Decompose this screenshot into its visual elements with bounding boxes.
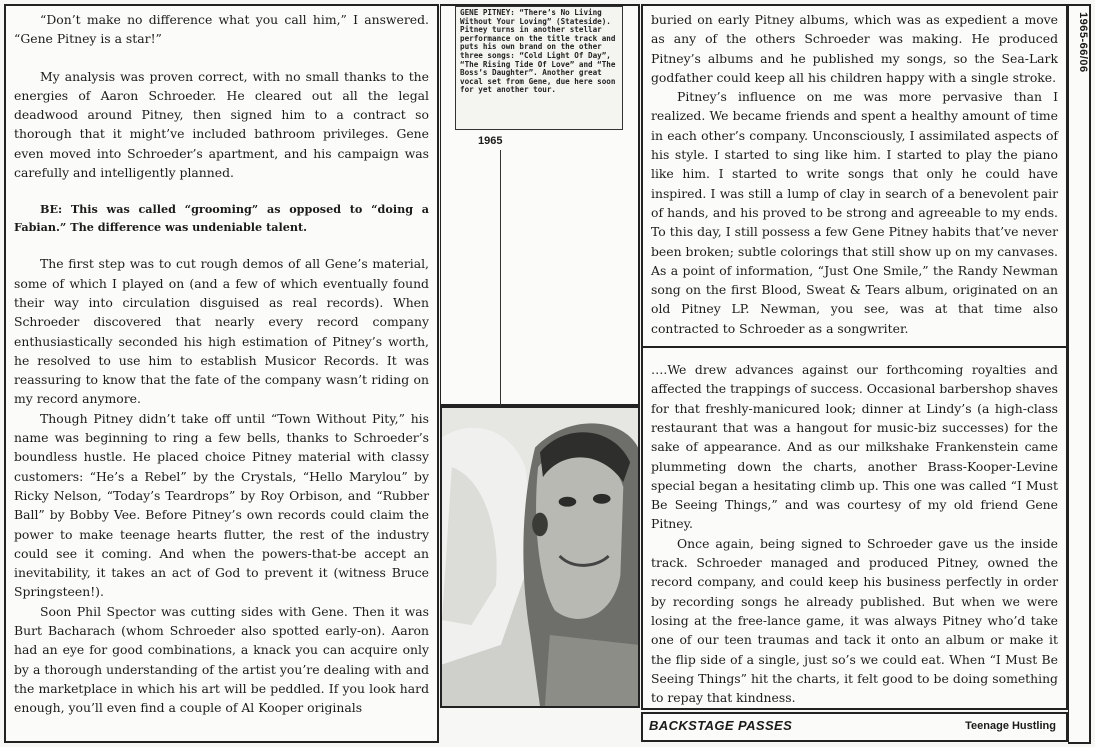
right-paragraph-2: Pitney’s influence on me was more pervasive than I realized. We became friends and spent a healthy amount of time in each other’s company. Unconsciously, I assimilated aspects of his style. I started to sing like him. I started to play the piano like him. I started to write songs that only he could have inspired. I was still a lump of clay in search of a benevolent pair of hands, and his proved to be strong and agreeable to my ends. To this day, I still possess a few Gene Pitney habits that’ve never been broken; subtle colorings that still show up on my canvases. As a point of information, “Just One Smile,” the Randy Newman song on the first Blood, Sweat & Tears album, originated on an old Pitney LP. Newman, you see, was at that time also contracted to Schroeder as a songwriter. <box>651 89 1058 336</box>
clipping-text: GENE PITNEY: “There’s No Living Without Your Loving” (Stateside). Pitney turns in another stellar performance on the title track and puts his own brand on the other three songs: “Cold Light Of Day”, “The Rising Tide Of Love” and “The Boss’s Daughter”. Another great vocal set from Gene, due here soon for yet another tour. <box>460 8 616 95</box>
pitney-photo <box>440 406 640 708</box>
left-paragraph-3: The first step was to cut rough demos of all Gene’s material, some of which I played on (and a few of which eventually found their way into circulation disguised as real records). When Schroeder discovered that nearly every record company enthusiastically seconded his high estimation of Pitney’s worth, he resolved to use him to establish Musicor Records. It was reassuring to know that the fate of the company wasn’t riding on my record anymore. <box>14 256 429 407</box>
left-paragraph-5: Soon Phil Spector was cutting sides with Gene. Then it was Burt Bacharach (whom Schroeder also spotted early-on). Aaron had an eye for good combinations, a knack you can acquire only by a thorough understanding of the artist you’re dealing with and the marketplace in which his art will be peddled. If you look hard enough, you’ll even find a couple of Al Kooper originals <box>14 603 429 716</box>
left-paragraph-2: My analysis was proven correct, with no small thanks to the energies of Aaron Schroeder. He cleared out all the legal deadwood around Pitney, then signed him to a contract so thorough that it might’ve included bathroom privileges. Gene even moved into Schroeder’s apartment, and his campaign was carefully and intelligently planned. <box>14 68 429 181</box>
left-column <box>4 4 439 743</box>
left-paragraph-1: “Don’t make no difference what you call him,” I answered. “Gene Pitney is a star!” <box>14 12 429 47</box>
right-column <box>641 4 1068 710</box>
right-paragraph-4: Once again, being signed to Schroeder gave us the inside track. Schroeder managed and produced Pitney, owned the record company, and could keep his business perfectly in order by recording songs he already published. But when we were losing at the free-lance game, it was always Pitney who’d take one of our teen traumas and tack it onto an album or make it the flip side of a single, just so’s we could eat. When “I Must Be Seeing Things” hit the charts, it felt good to be doing something to repay that kindness. <box>651 535 1058 706</box>
right-paragraph-3: ….We drew advances against our forthcoming royalties and affected the trappings of success. Occasional barbershop shaves for that freshly-manicured look; dinner at Lindy’s (a high-class restaurant that was a hangout for music-biz successes) for the sake of appearance. And as our milkshake Frankenstein came plummeting down the charts, another Brass-Kooper-Levine special began a hesitating climb up. This one was called “I Must Be Seeing Things,” and was courtesy of my old friend Gene Pitney. <box>651 362 1058 532</box>
side-strip <box>1068 4 1091 744</box>
column-rule <box>500 150 501 406</box>
page-footer <box>641 712 1068 742</box>
right-column-divider <box>641 346 1068 348</box>
year-range-label: 1965-66/06 <box>1077 12 1089 73</box>
press-clipping <box>455 6 623 130</box>
right-paragraph-1: buried on early Pitney albums, which was as expedient a move as any of the others Schroeder was making. He produced Pitney’s albums and he published my songs, so the Sea-Lark godfather could keep all his children happy with a single stroke. <box>651 12 1058 85</box>
book-title: BACKSTAGE PASSES <box>649 718 793 733</box>
be-note: BE: This was called “grooming” as opposed to “doing a Fabian.” The difference was undeniable talent. <box>14 202 429 235</box>
chapter-title: Teenage Hustling <box>965 720 1056 732</box>
photo-illustration <box>442 408 638 706</box>
clipping-year: 1965 <box>478 135 503 147</box>
left-paragraph-4: Though Pitney didn’t take off until “Town Without Pity,” his name was beginning to ring a few bells, thanks to Schroeder’s boundless hustle. He placed choice Pitney material with classy customers: “He’s a Rebel” by the Crystals, “Hello Marylou” by Ricky Nelson, “Today’s Teardrops” by Roy Orbison, and “Rubber Ball” by Bobby Vee. Before Pitney’s own records could claim the power to make teenage hearts flutter, the rest of the industry could see it coming. And when the powers-that-be accept an inevitability, it takes an act of God to prevent it (witness Bruce Springsteen!). <box>14 410 429 600</box>
